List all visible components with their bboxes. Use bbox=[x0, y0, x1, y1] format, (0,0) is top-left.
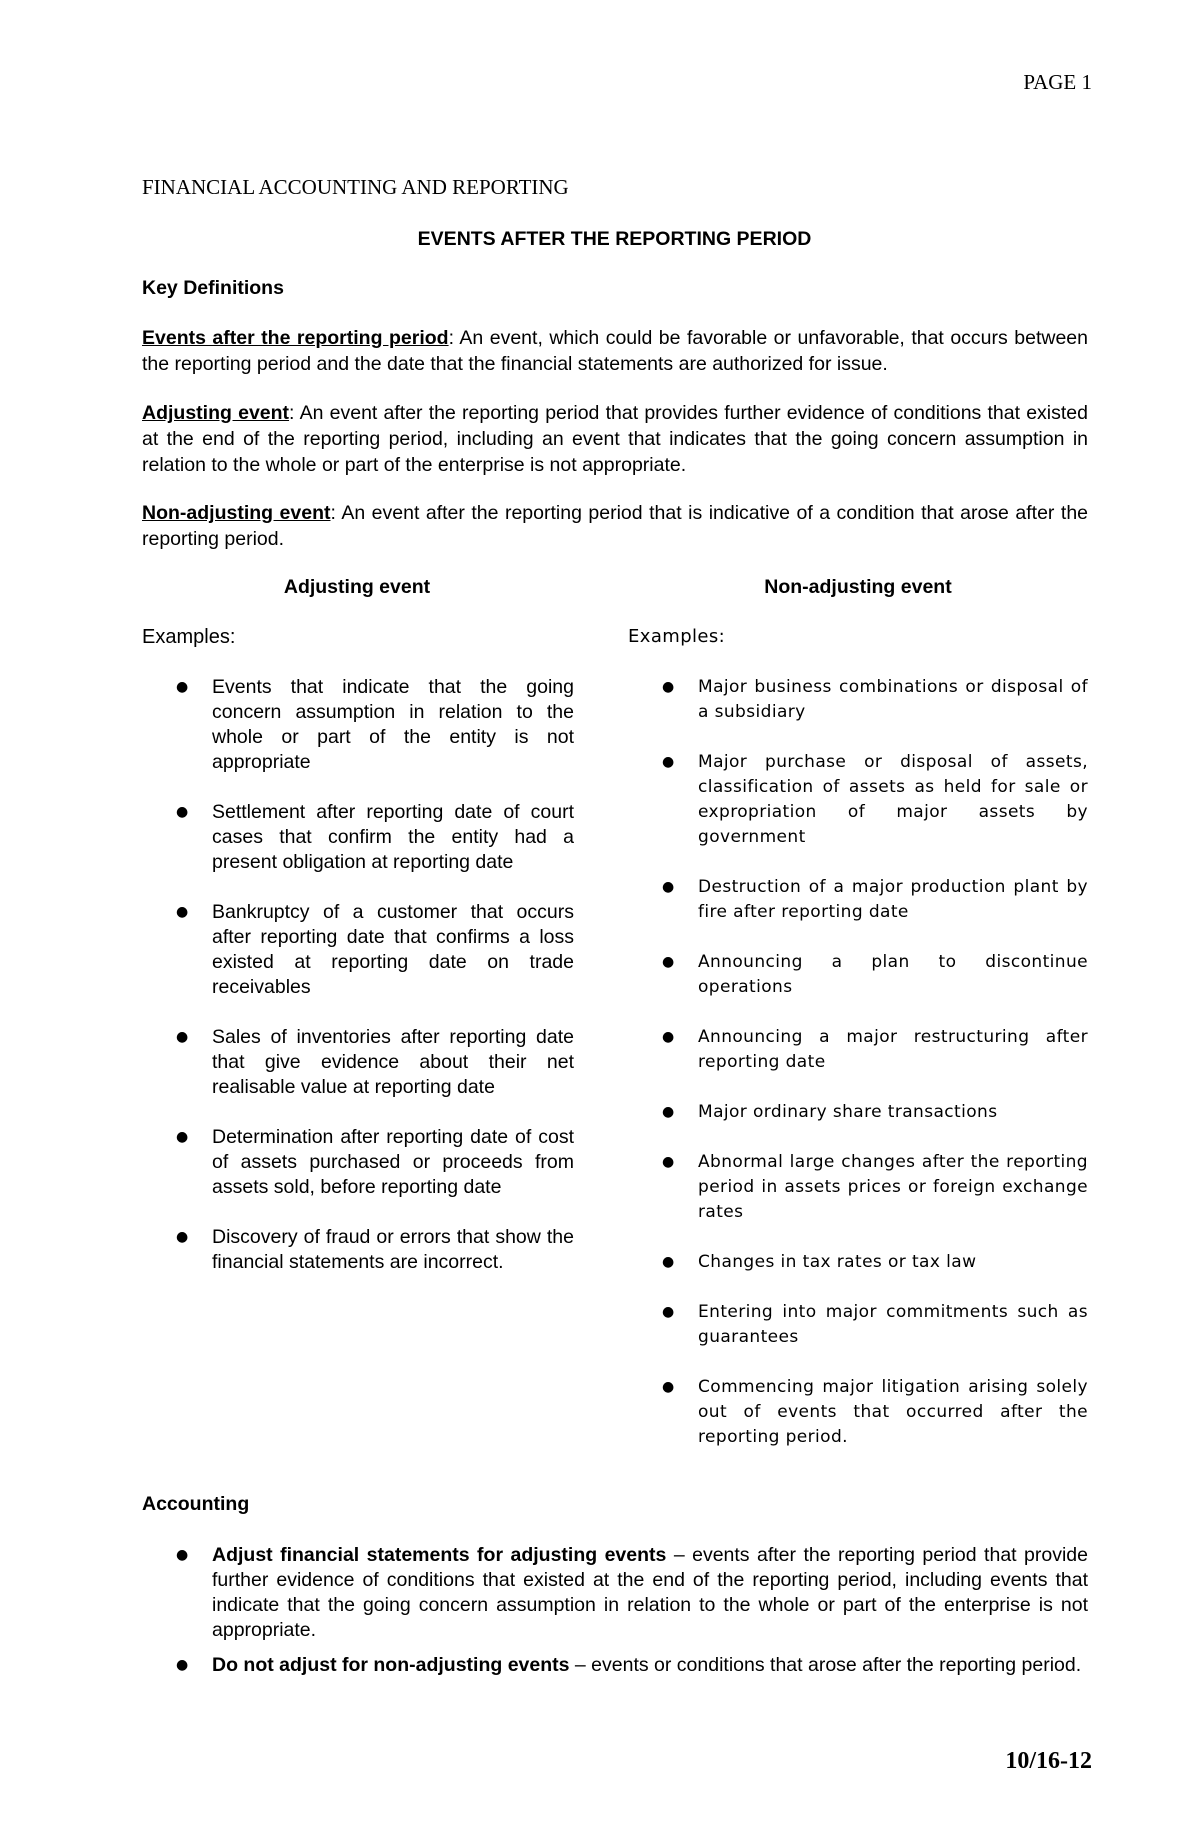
list-item bbox=[176, 675, 574, 775]
bullet-icon: ● bbox=[662, 879, 675, 895]
list-item bbox=[662, 1375, 1088, 1450]
definition-text: : An event, which could be favorable or unfavorable, that occurs between the reporting period and the date that the financial statements are authorized for issue. bbox=[142, 327, 1088, 375]
bullet-icon: ● bbox=[176, 1229, 189, 1245]
list-item bbox=[662, 950, 1088, 1000]
bullet-icon: ● bbox=[662, 1029, 675, 1045]
list-item bbox=[662, 750, 1088, 850]
definition-text: : An event after the reporting period that provides further evidence of conditions that existed at the end of the reporting period, including an event that indicates that the going concern assumption in relation to the whole or part of the enterprise is not appropriate. bbox=[142, 402, 1088, 476]
definition-term: Events after the reporting period bbox=[142, 327, 449, 349]
bullet-icon: ● bbox=[662, 679, 675, 695]
bullet-icon: ● bbox=[176, 1129, 189, 1145]
bullet-icon: ● bbox=[662, 754, 675, 770]
list-item-bold: Do not adjust for non-adjusting events bbox=[212, 1654, 570, 1676]
definition-term: Non-adjusting event bbox=[142, 502, 331, 524]
list-item-text: – events after the reporting period that provide further evidence of conditions that existed at the end of the reporting period, including events that indicate that the going concern assumption in relation to the whole or part of the enterprise is not appropriate. bbox=[212, 1544, 1088, 1641]
bullet-icon: ● bbox=[662, 1254, 675, 1270]
definition-events-after bbox=[142, 325, 1088, 377]
list-item bbox=[662, 675, 1088, 725]
adjusting-examples-list bbox=[176, 675, 574, 1300]
list-item-text: Announcing a major restructuring after reporting date bbox=[698, 1027, 1088, 1072]
list-item-text: Discovery of fraud or errors that show the financial statements are incorrect. bbox=[212, 1226, 574, 1273]
list-item bbox=[176, 1125, 574, 1200]
list-item-text: Determination after reporting date of cost of assets purchased or proceeds from assets sold, before reporting date bbox=[212, 1126, 574, 1198]
list-item-text: Entering into major commitments such as guarantees bbox=[698, 1302, 1088, 1347]
list-item bbox=[176, 1225, 574, 1275]
adjusting-column-heading: Adjusting event bbox=[283, 576, 431, 598]
accounting-heading: Accounting bbox=[142, 1493, 250, 1515]
list-item bbox=[662, 1100, 1088, 1125]
course-title: FINANCIAL ACCOUNTING AND REPORTING bbox=[142, 175, 569, 199]
bullet-icon: ● bbox=[662, 954, 675, 970]
bullet-icon: ● bbox=[662, 1379, 675, 1395]
list-item-text: Events that indicate that the going concern assumption in relation to the whole or part of the entity is not appropriate bbox=[212, 676, 574, 773]
list-item bbox=[662, 1250, 1088, 1275]
list-item bbox=[662, 875, 1088, 925]
definition-non-adjusting-event bbox=[142, 500, 1088, 552]
key-definitions-heading: Key Definitions bbox=[142, 277, 284, 299]
list-item bbox=[176, 1025, 574, 1100]
list-item-text: Major purchase or disposal of assets, classification of assets as held for sale or expropriation of major assets by government bbox=[698, 752, 1088, 847]
bullet-icon: ● bbox=[176, 904, 189, 920]
non-adjusting-examples-list bbox=[662, 675, 1088, 1475]
definition-adjusting-event bbox=[142, 400, 1088, 478]
bullet-icon: ● bbox=[662, 1154, 675, 1170]
list-item-text: Major ordinary share transactions bbox=[698, 1102, 998, 1122]
list-item-text: Bankruptcy of a customer that occurs after reporting date that confirms a loss existed at reporting date on trade receivables bbox=[212, 901, 574, 998]
list-item bbox=[662, 1150, 1088, 1225]
bullet-icon: ● bbox=[176, 1657, 189, 1673]
list-item bbox=[176, 1653, 1088, 1678]
list-item bbox=[176, 900, 574, 1000]
definition-text: : An event after the reporting period that is indicative of a condition that arose after the reporting period. bbox=[142, 502, 1089, 550]
list-item-text: Changes in tax rates or tax law bbox=[698, 1252, 977, 1272]
list-item-text: Settlement after reporting date of court cases that confirm the entity had a present obligation at reporting date bbox=[212, 801, 574, 873]
list-item-text: Abnormal large changes after the reporting period in assets prices or foreign exchange rates bbox=[698, 1152, 1088, 1222]
list-item-text: Major business combinations or disposal of a subsidiary bbox=[698, 677, 1088, 722]
bullet-icon: ● bbox=[176, 679, 189, 695]
list-item-text: Commencing major litigation arising solely out of events that occurred after the reporting period. bbox=[698, 1377, 1088, 1447]
bullet-icon: ● bbox=[662, 1104, 675, 1120]
page-code: 10/16-12 bbox=[1005, 1748, 1092, 1774]
list-item-text: Destruction of a major production plant by fire after reporting date bbox=[698, 877, 1088, 922]
accounting-list bbox=[176, 1543, 1088, 1688]
bullet-icon: ● bbox=[176, 1547, 189, 1563]
page-number: PAGE 1 bbox=[1023, 70, 1092, 94]
list-item bbox=[176, 1543, 1088, 1643]
non-adjusting-examples-label: Examples: bbox=[628, 626, 726, 647]
non-adjusting-column-heading: Non-adjusting event bbox=[764, 576, 952, 598]
definition-term: Adjusting event bbox=[142, 402, 290, 424]
list-item bbox=[176, 800, 574, 875]
list-item-text: Announcing a plan to discontinue operations bbox=[698, 952, 1088, 997]
adjusting-examples-label: Examples: bbox=[142, 626, 236, 648]
bullet-icon: ● bbox=[176, 804, 189, 820]
list-item bbox=[662, 1300, 1088, 1350]
document-title: EVENTS AFTER THE REPORTING PERIOD bbox=[417, 228, 812, 250]
list-item-text: – events or conditions that arose after the reporting period. bbox=[569, 1654, 1082, 1676]
bullet-icon: ● bbox=[662, 1304, 675, 1320]
bullet-icon: ● bbox=[176, 1029, 189, 1045]
list-item-text: Sales of inventories after reporting date that give evidence about their net realisable value at reporting date bbox=[212, 1026, 574, 1098]
list-item bbox=[662, 1025, 1088, 1075]
list-item-bold: Adjust financial statements for adjusting events bbox=[212, 1544, 667, 1566]
